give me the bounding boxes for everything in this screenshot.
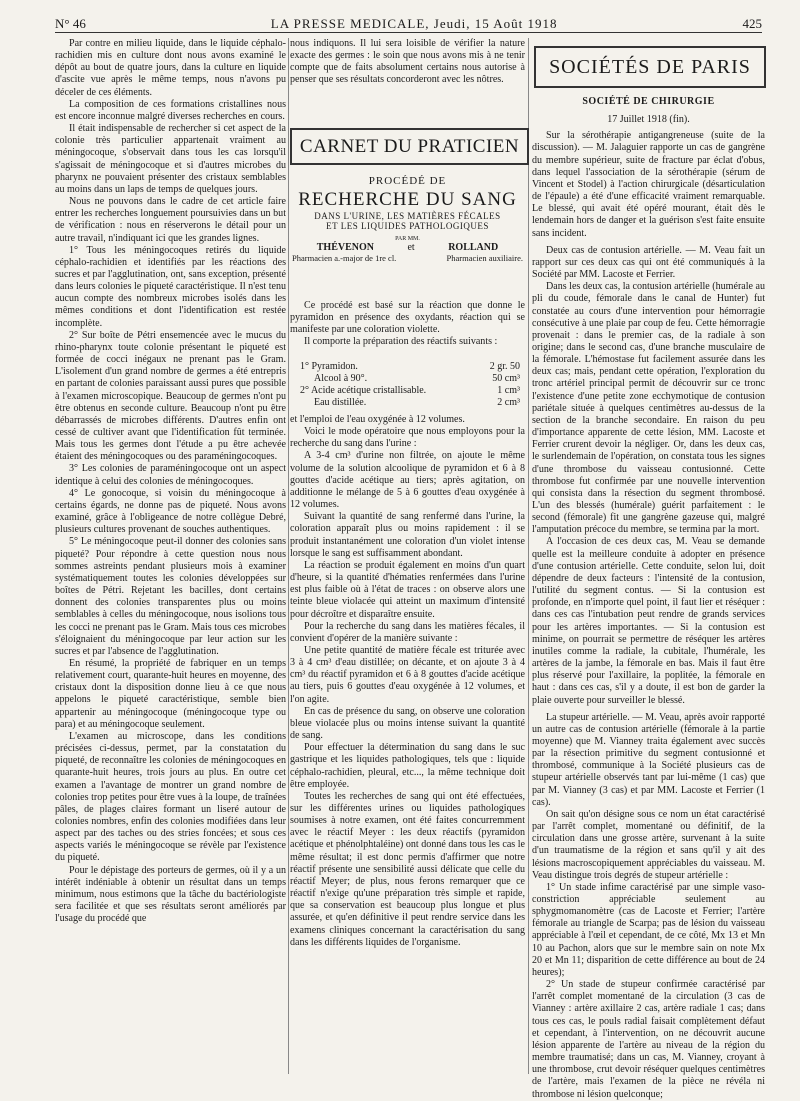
authors — [290, 242, 525, 253]
reactif-name: 1° Pyramidon. — [300, 361, 358, 372]
reactif-qty: 2 gr. 50 — [489, 361, 520, 372]
paragraph: La composition de ces formations cristallines nous est encore inconnue malgré diverses recherches en cours. — [55, 98, 286, 122]
paragraph: On sait qu'on désigne sous ce nom un état caractérisé par l'arrêt complet, momentané ou définitif, de la circulation dans une grosse artère, survenant à la suite d'un traumatisme de la région et sans qu'il y ait des lésions macroscopiquement appréciables du vaisseau. M. Veau distingue trois degrés de stupeur artérielle : — [532, 808, 765, 881]
procede-title-block — [290, 175, 525, 263]
paragraph: A 3-4 cm³ d'urine non filtrée, on ajoute le même volume de la solution alcoolique de pyramidon et 6 à 8 gouttes d'acide acétique au tiers; après agitation, on additionne le mélange de 5 à 6 gouttes d'eau oxygénée à 12 volumes. — [290, 450, 525, 511]
paragraph: Pour la recherche du sang dans les matières fécales, il convient d'opérer de la manière suivante : — [290, 620, 525, 644]
paragraph: La réaction se produit également en moins d'un quart d'heure, si la quantité d'hématies renfermées dans l'urine est plus faible où à l'état de traces : on observe alors une teinte bleue violacée qui atteint un maximum d'intensité pour décroître et disparaître ensuite. — [290, 559, 525, 620]
author-et: et — [407, 242, 415, 253]
reactif-row — [300, 373, 520, 385]
societes-heading: SOCIÉTÉS DE PARIS — [534, 46, 766, 88]
paragraph: Toutes les recherches de sang qui ont été effectuées, sur les différentes urines ou liquides pathologiques soumises à notre examen, ont été faites concurremment avec le réactif Meyer : les deux réactifs (pyramidon acétique et phénolphtaléine) ont donné dans tous les cas le même résultat; il est donc permis d'affirmer que notre réactif présente une sensibilité aussi délicate que celle du réactif Meyer; de plus, nous ferons remarquer que ce réactif n'exige qu'une préparation très simple et rapide, que sa conservation est beaucoup plus longue et plus assurée, et qu'en définitive il peut rendre service dans les examens cliniques concernant la caractérisation du sang dans les différents liquides de l'organisme. — [290, 790, 525, 948]
reactif-name: 2° Acide acétique cristallisable. — [300, 385, 427, 396]
page-header — [55, 10, 762, 33]
author-2: ROLLAND — [448, 242, 499, 253]
paragraph: La stupeur artérielle. — M. Veau, après avoir rapporté un autre cas de contusion artérielle (fémorale à la partie moyenne) que M. Vianney traita également avec succès par la résection primitive du segment contusionné et thrombosé, communique à la Société plusieurs cas de stupeur artérielle observés tant par lui-même (1 cas) que par M. Vianney (3 cas) et par MM. Lacoste et Ferrier (1 cas). — [532, 711, 765, 808]
page-number: 425 — [742, 16, 762, 31]
column-3 — [532, 96, 765, 1101]
procede-line2: RECHERCHE DU SANG — [298, 189, 517, 210]
procede-line3: DANS L'URINE, LES MATIÈRES FÉCALES — [314, 211, 501, 221]
paragraph: 4° Le gonocoque, si voisin du méningocoque à certains égards, ne donne pas de piqueté. Nous avons examiné, grâce à l'obligeance de notre collègue Debré, plusieurs cultures provenant de souches authentiques. — [55, 487, 286, 536]
paragraph: En cas de présence du sang, on observe une coloration bleue violacée plus ou moins intense suivant la quantité de sang. — [290, 705, 525, 742]
paragraph: Sur la sérothérapie antigangreneuse (suite de la discussion). — M. Jalaguier rapporte un cas de gangrène du membre supérieur, suite de fracture par éclat d'obus, dans lequel l'association de la sérothérapie (sérum de Vincent et Stodel) à l'action chirurgicale (désarticulation de l'épaule) a été d'une efficacité vraiment remarquable. Le blessé, qui avait été opéré mourant, était dès le lendemain hors de danger et la guérison s'est faite ensuite sans incident. — [532, 130, 765, 239]
carnet-heading: CARNET DU PRATICIEN — [290, 128, 529, 165]
column-rule — [288, 38, 289, 1074]
paragraph: Voici le mode opératoire que nous employons pour la recherche du sang dans l'urine : — [290, 426, 525, 450]
paragraph: Suivant la quantité de sang renfermé dans l'urine, la coloration apparaît plus ou moins rapidement : il se produit instantanément une coloration d'un violet intense lorsque le sang est suffisamment abondant. — [290, 511, 525, 559]
issue-number: N° 46 — [55, 16, 86, 31]
paragraph: 1° Tous les méningocoques retirés du liquide céphalo-rachidien et identifiés par les réactions des sucres et par l'agglutination, ont, sans exception, présenté dans leurs colonies le piqueté caractéristique. Il n'est tenu aucun compte des nombreux microbes isolés dans les mêmes conditions et dont l'identification est restée incomplète. — [55, 244, 286, 329]
reactif-name: Eau distillée. — [314, 397, 367, 408]
paragraph: nous indiquons. Il lui sera loisible de vérifier la nature exacte des germes : le soin que nous avons mis à ne tenir compte que de faits absolument certains nous autorise à penser que ses résultats concorderont avec les nôtres. — [290, 38, 525, 86]
column-1 — [55, 38, 286, 925]
paragraph: Pour effectuer la détermination du sang dans le suc gastrique et les liquides pathologiques, tels que : liquide céphalo-rachidien, pleural, etc..., la même technique doit être employée. — [290, 742, 525, 790]
chirurgie-heading: SOCIÉTÉ DE CHIRURGIE — [582, 96, 715, 107]
paragraph: Nous ne pouvons dans le cadre de cet article faire entrer les recherches longuement poursuivies dans un but de vérification : nous en réserverons le détail pour un autre travail, n'indiquant ici que les grandes lignes. — [55, 196, 286, 244]
reactif-row — [300, 385, 520, 397]
paragraph: L'examen au microscope, dans les conditions précisées ci-dessus, permet, par la constatation du piqueté, de reconnaître les colonies de méningocoques en quarante-huit heures, trois jours au plus. En outre cet examen a l'avantage de montrer un grand nombre de colonies trop petites pour être vues à la loupe, de traînées pâles, de plages claires formant un liseré autour de colonies nombres, enfin des colonies modifiées dans leur aspect par des taches ou des stries foncées; et sous ces aspects variés le méningocoque se révèle par l'existence du piqueté. — [55, 730, 286, 864]
paragraph: 3° Les colonies de paraméningocoque ont un aspect identique à celui des colonies de méningocoques. — [55, 463, 286, 487]
column-2-body — [290, 414, 525, 949]
procede-line4: ET LES LIQUIDES PATHOLOGIQUES — [326, 221, 489, 231]
paragraph: Deux cas de contusion artérielle. — M. Veau fait un rapport sur ces deux cas qui ont été communiqués à la Société par MM. Lacoste et Ferrier. — [532, 244, 765, 281]
paragraph: A l'occasion de ces deux cas, M. Veau se demande quelle est la meilleure conduite à adopter en présence d'une contusion artérielle. Cette conduite, selon lui, doit dépendre de deux facteurs : l'intensité de la contusion, l'utilité du segment contus. — Si la contusion est profonde, en n'importe quel point, il faut lier et réséquer : dans ces cas l'intubation peut rendre de grands services pour les artères importantes. — Si la contusion est minime, on pourrait se permettre de réséquer les artères inutiles comme la radiale, la cubitale, l'humérale, les artères de la jambe, la fémorale en bas. Mais il faut être plus réservé pour l'axillaire, la poplitée, la fémorale en haut : dans ces cas, s'il y a doute, il est bon de garder la plaie ouverte pour surveiller le blessé. — [532, 536, 765, 706]
paragraph: Une petite quantité de matière fécale est triturée avec 3 à 4 cm³ d'eau distillée; on décante, et on ajoute 3 à 4 cm³ du réactif pyramidon et 6 à 8 gouttes d'acide acétique au tiers, puis 6 gouttes d'eau oxygénée à 12 volumes, et l'on agite. — [290, 644, 525, 705]
reactif-qty: 2 cm³ — [497, 397, 520, 408]
paragraph: Ce procédé est basé sur la réaction que donne le pyramidon en présence des oxydants, réaction qui se manifeste par une coloration violette. — [290, 300, 525, 336]
paragraph: Il était indispensable de rechercher si cet aspect de la colonie très particulier appartenait vraiment au méningocoque, s'observait dans tous les cas lorsqu'il s'agissait de méningocoque et si d'autres microbes du pharynx ne pouvaient présenter des cristaux semblables au moins dans un laps de temps de quelques jours. — [55, 123, 286, 195]
column-rule — [528, 38, 529, 1074]
author-1: THÉVENON — [316, 242, 374, 253]
paragraph: Pour le dépistage des porteurs de germes, où il y a un intérêt indéniable à obtenir un résultat dans un temps minimum, nous estimons que la tâche du bactériologiste sera facilitée et que ses résultats seront améliorés par l'usage du procédé que — [55, 864, 286, 925]
paragraph: Il comporte la préparation des réactifs suivants : — [304, 336, 498, 348]
paragraph: En résumé, la propriété de fabriquer en un temps relativement court, quarante-huit heures en moyenne, des cristaux dont la disposition donne lieu à ce que nous appelons le piqueté caractéristique, semble bien appartenir au méningocoque (méningocoque type ou para) et au méningocoque seulement. — [55, 657, 286, 730]
paragraph: Dans les deux cas, la contusion artérielle (humérale au pli du coude, fémorale dans le canal de Hunter) fut constatée au cours d'une intervention pour hémorragie consécutive à une plaie par coup de feu. Cette hémorragie provenait : dans le premier cas, de la radiale à son origine; dans le second cas, d'une branche musculaire de la fémorale. L'hémostase fut facilement assurée dans les deux cas; mais, pendant cette opération, l'exploration du tronc artériel principal permit de découvrir sur ce tronc l'existence d'une petite zone ecchymotique de contusion pariétale située à quelques centimètres au-dessus de la section de la branche secondaire. En raison du peu d'importance apparente de cette lésion, MM. Lacoste et Ferrier crurent devoir la négliger. Or, dans les deux cas, le surlendemain de l'opération, on constata tous les signes d'une thrombose du vaisseau contusionné. Cette thrombose fut confirmée par une nouvelle intervention qui consista dans la résection du segment thrombosé. L'un des blessés (humérale) guérit parfaitement : le second (fémorale) fit une gangrène gazeuse qui, malgré l'amputation précoce du membre, se termina par la mort. — [532, 281, 765, 536]
column-2-intro — [290, 300, 525, 349]
reactifs-list — [300, 361, 520, 409]
author-roles — [290, 253, 525, 263]
column-2-top — [290, 38, 525, 87]
paragraph: 2° Un stade de stupeur confirmée caractérisé par l'arrêt complet momentané de la circulation (3 cas de Vianney : artère axillaire 2 cas, artère radiale 1 cas; dans tous ces cas, le pouls radial faisait complètement défaut et cependant, à l'intervention, on ne découvrit aucune lésion apparente de l'artère au niveau de la région du membre traumatisé; dans un cas, M. Vianney, croyant à une thrombose, crut devoir réséquer quelques centimètres de l'artère, mais l'examen de la pièce ne révéla ni thrombose ni lésion quelconque; — [532, 979, 765, 1100]
paragraph: 1° Un stade infime caractérisé par une simple vaso-constriction appréciable seulement au sphygmomanomètre (cas de Lacoste et Ferrier; l'artère fémorale au triangle de Scarpa; pas de lésion du vaisseau appréciable à l'œil et cependant, de ce côté, Mx 13 et Mn 10 au Pachon, alors que sur le membre sain on note Mx 20 et Mn 11; disparition de cette différence au bout de 24 heures); — [532, 881, 765, 978]
paragraph: Par contre en milieu liquide, dans le liquide céphalo-rachidien mis en culture dont nous avons examiné le dépôt au bout de quatre jours, dans la culture en liquide d'ascite vue après le même temps, nous n'avons pu déceler de ces éléments. — [55, 38, 286, 98]
paragraph: 5° Le méningocoque peut-il donner des colonies sans piqueté? Pour répondre à cette question nous nous sommes astreints pendant plusieurs mois à examiner systématiquement toutes les colonies développées sur boîtes de Pétri. Rejetant les bacilles, dont certains donnent des colonies transparentes plus ou moins semblables à celles du méningocoque, nous isolions tous les cocci ne prenant pas le Gram. Mais tous ces microbes s'éloignaient du méningocoque par leur action sur les sucres et par l'absence de l'agglutination. — [55, 536, 286, 657]
reactif-qty: 50 cm³ — [492, 373, 520, 384]
procede-line1: PROCÉDÉ DE — [368, 175, 447, 187]
paragraph: 2° Sur boîte de Pétri ensemencée avec le mucus du rhino-pharynx toute colonie présentant le piqueté est formée de cocci inégaux ne prenant pas le Gram. L'isolement d'un grand nombre de germes a été entrepris en partant de colonies paraissant aussi pures que possible à l'examen microscopique. Beaucoup de germes n'ont pu être obtenus en seconde culture. Beaucoup n'ont pu être débarrassés de microbes différents. D'autres enfin ont cessé de cultiver avant que l'identification fût terminée. Mais tous les germes dont l'étude a pu être achevée étaient des méningocoques ou des paraméningocoques. — [55, 329, 286, 463]
author-1-role: Pharmacien a.-major de 1re cl. — [292, 253, 397, 263]
session-date: 17 Juillet 1918 (fin). — [607, 114, 690, 126]
reactif-name: Alcool à 90°. — [314, 373, 368, 384]
paragraph: et l'emploi de l'eau oxygénée à 12 volumes. — [290, 414, 465, 425]
reactif-row — [300, 397, 520, 409]
par-mm: PAR MM. — [395, 236, 420, 242]
author-2-role: Pharmacien auxiliaire. — [446, 253, 523, 263]
reactif-row — [300, 361, 520, 373]
journal-title: LA PRESSE MEDICALE, Jeudi, 15 Août 1918 — [270, 16, 558, 31]
reactif-qty: 1 cm³ — [497, 385, 520, 396]
